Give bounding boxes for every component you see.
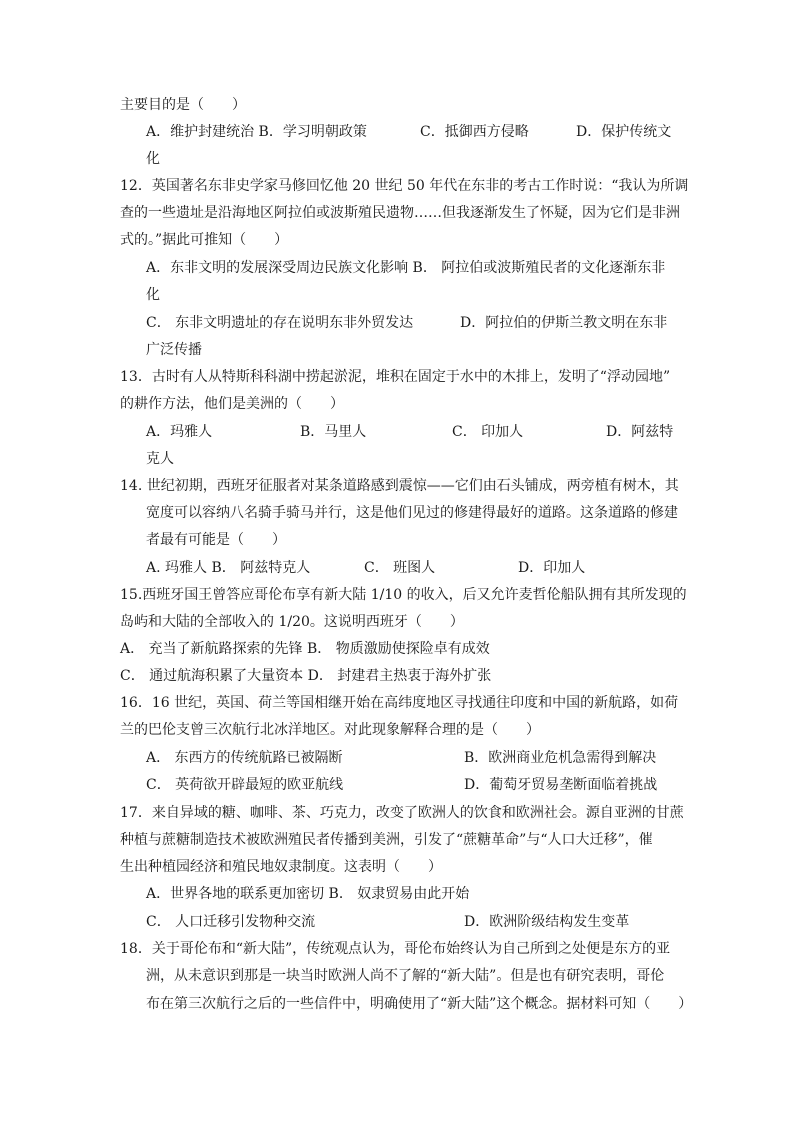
q14-stem-line2: 宽度可以容纳八名骑手骑马并行，这是他们见过的修建得最好的道路。这条道路的修建 [146,505,678,521]
q17-option-d: D．欧洲阶级结构发生变革 [464,914,630,930]
q13-stem-line1: 13．古时有人从特斯科科湖中捞起淤泥，堆积在固定于水中的木排上，发明了“浮动园地” [120,369,671,385]
q16-option-a: A． 东西方的传统航路已被隔断 [146,750,343,766]
q12-option-c: C． 东非文明遗址的存在说明东非外贸发达 [146,315,414,331]
q17-option-ab: A．世界各地的联系更加密切 B． 奴隶贸易由此开始 [146,886,470,902]
q13-option-b: B．马里人 [300,424,367,440]
q16-stem-line2: 兰的巴伦支曾三次航行北冰洋地区。对此现象解释合理的是（ ） [120,722,540,738]
q12-option-d-cont: 广泛传播 [146,342,202,358]
q12-option-d: D．阿拉伯的伊斯兰教文明在东非 [460,315,668,331]
q13-option-a: A．玛雅人 [146,424,213,440]
q14-option-d: D．印加人 [518,560,586,576]
q11-option-d-cont: 化 [146,151,160,167]
q13-option-d: D．阿兹特 [606,424,674,440]
q12-stem-line2: 查的一些遗址是沿海地区阿拉伯或波斯殖民遗物……但我逐渐发生了怀疑，因为它们是非洲 [120,205,680,221]
q16-option-c: C． 英荷欲开辟最短的欧亚航线 [146,777,344,793]
q11-option-ab: A．维护封建统治 B．学习明朝政策 [146,124,367,140]
q12-stem-line3: 式的。”据此可推知（ ） [120,232,289,248]
q12-option-ab: A．东非文明的发展深受周边民族文化影响 B． 阿拉伯或波斯殖民者的文化逐渐东非 [146,260,666,276]
q13-stem-line2: 的耕作方法，他们是美洲的（ ） [120,396,344,412]
q15-option-cd: C． 通过航海积累了大量资本 D． 封建君主热衷于海外扩张 [120,668,492,684]
q16-option-b: B．欧洲商业危机急需得到解决 [464,750,657,766]
q12-stem-line1: 12．英国著名东非史学家马修回忆他 20 世纪 50 年代在东非的考古工作时说：“我认为所调 [120,178,689,194]
q14-option-c: C． 班图人 [364,560,436,576]
q18-stem-line2: 洲，从未意识到那是一块当时欧洲人尚不了解的“新大陆”。但是也有研究表明，哥伦 [146,968,665,984]
q15-stem-line1: 15.西班牙国王曾答应哥伦布享有新大陆 1/10 的收入，后又允许麦哲伦船队拥有其所发现的 [120,587,687,603]
q18-stem-line3: 布在第三次航行之后的一些信件中，明确使用了“新大陆”这个概念。据材料可知（ ） [146,996,693,1012]
q17-stem-line2: 种植与蔗糖制造技术被欧洲殖民者传播到美洲，引发了“蔗糖革命”与“人口大迁移”，催 [120,832,653,848]
q14-stem-line1: 14. 世纪初期，西班牙征服者对某条道路感到震惊——它们由石头铺成，两旁植有树木，其 [120,478,679,494]
q18-stem-line1: 18．关于哥伦布和“新大陆”，传统观点认为，哥伦布始终认为自己所到之处便是东方的亚 [120,941,671,957]
q17-stem-line3: 生出种植园经济和殖民地奴隶制度。这表明（ ） [120,859,442,875]
q11-stem-end: 主要目的是（ ） [120,97,246,113]
q15-stem-line2: 岛屿和大陆的全部收入的 1/20。这说明西班牙（ ） [120,614,464,630]
q12-option-b-cont: 化 [146,287,160,303]
q11-option-c: C．抵御西方侵略 [420,124,529,140]
q17-option-c: C． 人口迁移引发物种交流 [146,914,316,930]
q16-option-d: D．葡萄牙贸易垄断面临着挑战 [464,777,658,793]
q14-option-ab: A. 玛雅人 B． 阿兹特克人 [146,560,311,576]
q13-option-d-cont: 克人 [146,451,174,467]
q15-option-ab: A． 充当了新航路探索的先锋 B． 物质激励使探险卓有成效 [120,641,490,657]
q11-option-d: D．保护传统文 [576,124,672,140]
q17-stem-line1: 17．来自异域的糖、咖啡、茶、巧克力，改变了欧洲人的饮食和欧洲社会。源自亚洲的甘蔗 [120,805,684,821]
q14-stem-line3: 者最有可能是（ ） [146,532,286,548]
q13-option-c: C． 印加人 [452,424,524,440]
q16-stem-line1: 16．16 世纪，英国、荷兰等国相继开始在高纬度地区寻找通往印度和中国的新航路，如荷 [120,695,679,711]
